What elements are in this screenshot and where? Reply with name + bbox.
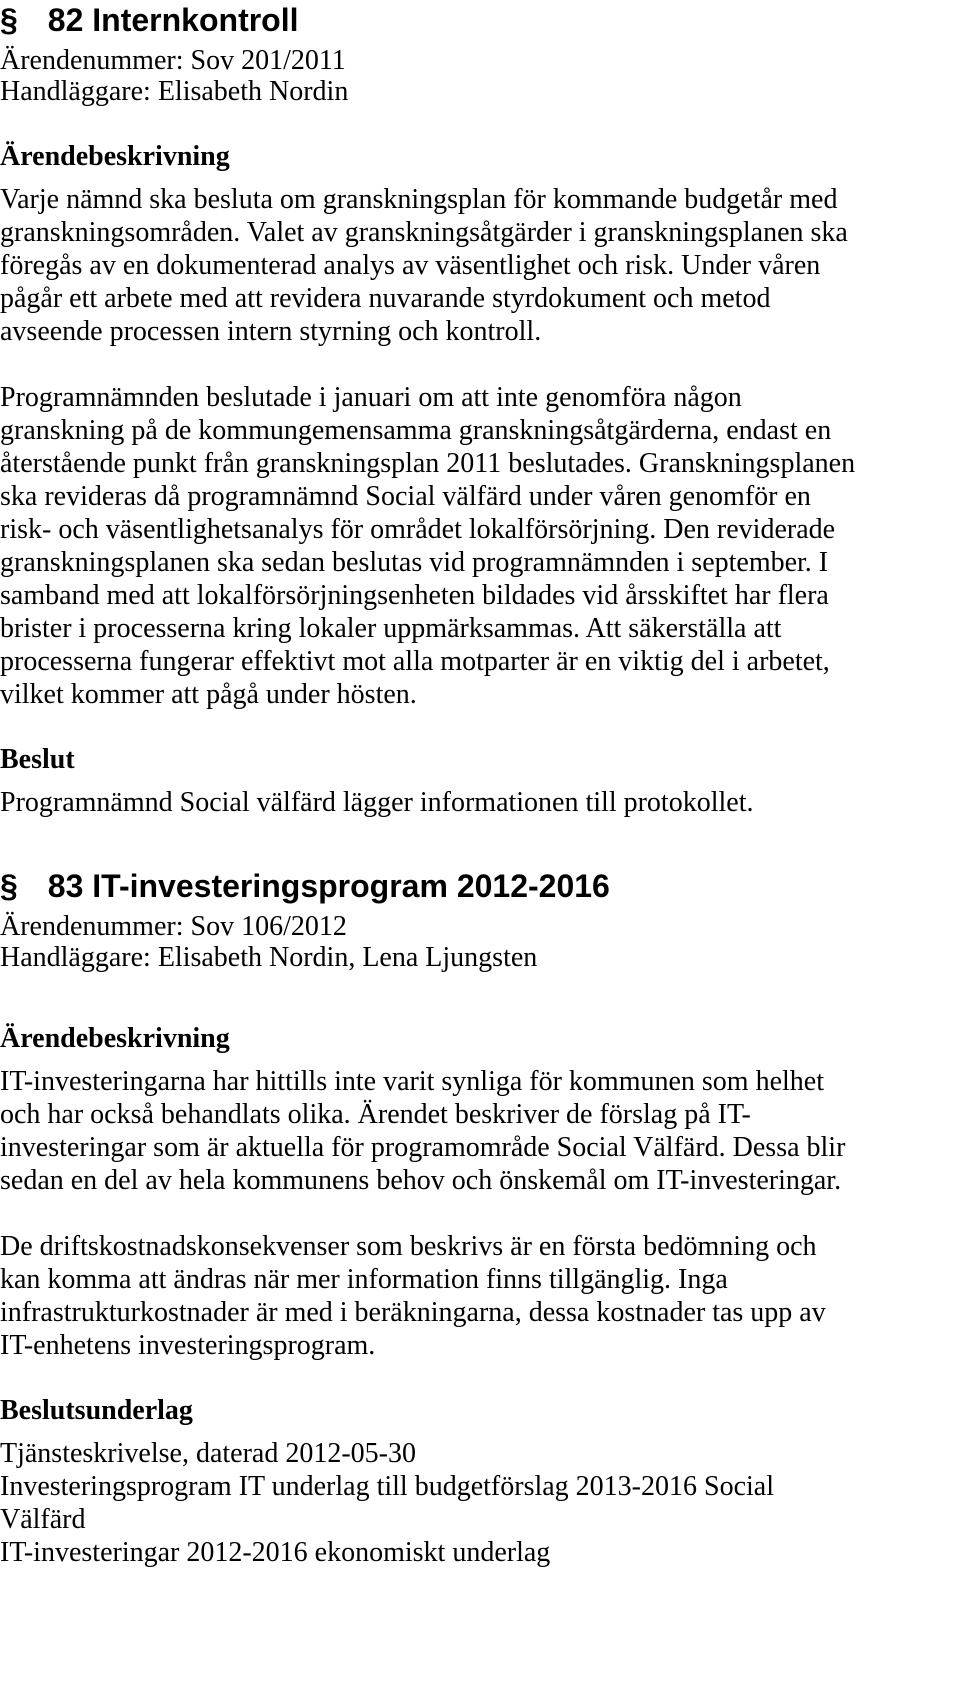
section-82-desc-line: Varje nämnd ska besluta om granskningsplan för kommande budgetår med [0,184,838,215]
section-83-basis-line: Tjänsteskrivelse, daterad 2012-05-30 [0,1438,416,1469]
section-83-para-line: De driftskostnadskonsekvenser som beskrivs är en första bedömning och [0,1231,817,1262]
section-82-para-line: granskningsplanen ska sedan beslutas vid programnämnden i september. I [0,547,829,578]
section-83-para-line: kan komma att ändras när mer information finns tillgänglig. Inga [0,1264,728,1295]
section-83-basis-line: Välfärd [0,1504,86,1535]
paragraph-symbol: § [0,2,18,38]
section-83-heading [0,866,610,906]
section-83-basis-heading: Beslutsunderlag [0,1395,193,1426]
section-82-case-number: Ärendenummer: Sov 201/2011 [0,45,346,76]
section-82-para-line: ska revideras då programnämnd Social välfärd under våren genomför en [0,481,811,512]
section-83-desc-line: sedan en del av hela kommunens behov och önskemål om IT-investeringar. [0,1165,842,1196]
section-83-basis-line: Investeringsprogram IT underlag till budgetförslag 2013-2016 Social [0,1471,774,1502]
section-82-decision-heading: Beslut [0,744,75,775]
section-83-para-line: IT-enhetens investeringsprogram. [0,1330,376,1361]
section-82-para-line: Programnämnden beslutade i januari om att inte genomföra någon [0,382,742,413]
section-82-para-line: granskning på de kommungemensamma granskningsåtgärderna, endast en [0,415,832,446]
section-83-title: 83 IT-investeringsprogram 2012-2016 [47,868,610,904]
section-83-basis-line: IT-investeringar 2012-2016 ekonomiskt underlag [0,1537,551,1568]
section-82-para-line: processerna fungerar effektivt mot alla motparter är en viktig del i arbetet, [0,646,830,677]
section-82-para-line: återstående punkt från granskningsplan 2011 beslutades. Granskningsplanen [0,448,856,479]
section-82-desc-line: föregås av en dokumenterad analys av väsentlighet och risk. Under våren [0,250,821,281]
section-82-para-line: brister i processerna kring lokaler uppmärksammas. Att säkerställa att [0,613,782,644]
section-83-description-heading: Ärendebeskrivning [0,1023,230,1054]
section-82-desc-line: pågår ett arbete med att revidera nuvarande styrdokument och metod [0,283,771,314]
section-83-desc-line: och har också behandlats olika. Ärendet beskriver de förslag på IT- [0,1099,751,1130]
section-83-para-line: infrastrukturkostnader är med i beräkningarna, dessa kostnader tas upp av [0,1297,826,1328]
section-82-para-line: vilket kommer att pågå under hösten. [0,679,417,710]
section-82-desc-line: granskningsområden. Valet av granskningsåtgärder i granskningsplanen ska [0,217,848,248]
section-83-desc-line: investeringar som är aktuella för programområde Social Välfärd. Dessa blir [0,1132,846,1163]
section-82-title: 82 Internkontroll [47,2,299,38]
section-83-handler: Handläggare: Elisabeth Nordin, Lena Ljungsten [0,942,538,973]
section-82-desc-line: avseende processen intern styrning och kontroll. [0,316,542,347]
section-82-handler: Handläggare: Elisabeth Nordin [0,76,349,107]
section-82-decision-text: Programnämnd Social välfärd lägger informationen till protokollet. [0,787,754,818]
section-82-description-heading: Ärendebeskrivning [0,141,230,172]
section-82-para-line: risk- och väsentlighetsanalys för området lokalförsörjning. Den reviderade [0,514,836,545]
paragraph-symbol: § [0,868,18,904]
section-83-case-number: Ärendenummer: Sov 106/2012 [0,911,347,942]
section-82-para-line: samband med att lokalförsörjningsenheten bildades vid årsskiftet har flera [0,580,829,611]
section-82-heading [0,0,299,40]
section-83-desc-line: IT-investeringarna har hittills inte varit synliga för kommunen som helhet [0,1066,825,1097]
